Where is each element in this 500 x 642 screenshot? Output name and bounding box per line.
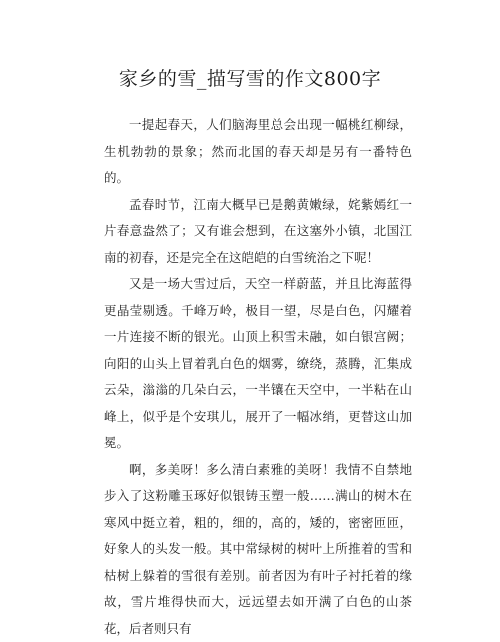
document-body <box>104 112 412 642</box>
paragraph: 一提起春天，人们脑海里总会出现一幅桃红柳绿，生机勃勃的景象；然而北国的春天却是另有一番特色的。 <box>104 112 412 192</box>
paragraph: 孟春时节，江南大概早已是鹅黄嫩绿，姹紫嫣红一片春意盎然了；又有谁会想到，在这塞外小镇，北国江南的初春，还是完全在这皑皑的白雪统治之下呢！ <box>104 192 412 272</box>
paragraph: 啊，多美呀！多么清白素雅的美呀！我情不自禁地步入了这粉雕玉琢好似银铸玉塑一般……满山的树木在寒风中挺立着，粗的，细的，高的，矮的，密密匝匝，好象人的头发一般。其中常绿树的树叶上所推着的雪和枯树上躲着的雪很有差别。前者因为有叶子衬托着的缘故，雪片堆得快而大，远远望去如开满了白色的山茶花，后者则只有 <box>104 457 412 642</box>
document-title: 家乡的雪_描写雪的作文800字 <box>0 64 500 91</box>
paragraph: 又是一场大雪过后，天空一样蔚蓝，并且比海蓝得更晶莹剔透。千峰万岭，极目一望，尽是白色，闪耀着一片连接不断的银光。山顶上积雪未融，如白银宫阙；向阳的山头上冒着乳白色的烟雾，缭绕，蒸腾，汇集成云朵，滃滃的几朵白云，一半镶在天空中，一半粘在山峰上，似乎是个安琪儿，展开了一幅冰绡，更替这山加冕。 <box>104 271 412 457</box>
